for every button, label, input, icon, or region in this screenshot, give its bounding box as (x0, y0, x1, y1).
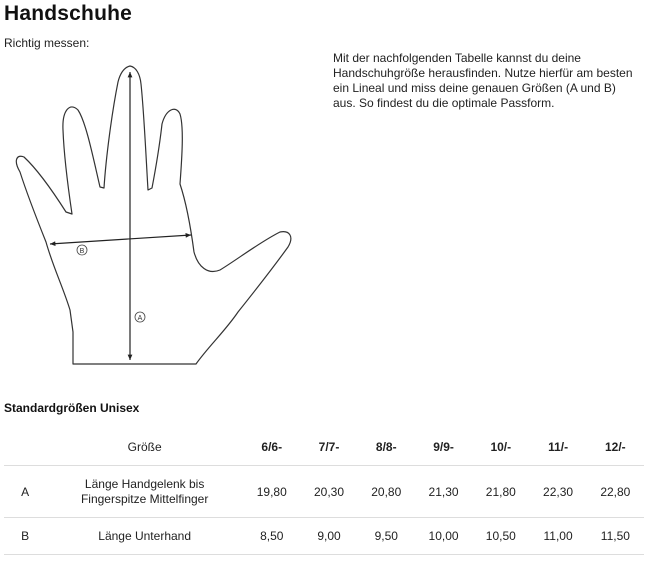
header-key-cell (4, 428, 46, 466)
row-value: 21,80 (472, 466, 529, 518)
header-size-6: 6/6- (243, 428, 300, 466)
header-size-label: Größe (46, 428, 243, 466)
row-key: B (4, 518, 46, 555)
row-value: 8,50 (243, 518, 300, 555)
row-value: 11,00 (529, 518, 586, 555)
row-value: 11,50 (587, 518, 644, 555)
measurement-description: Mit der nachfolgenden Tabelle kannst du deine Handschuhgröße herausfinden. Nutze hierfür am besten ein Lineal und miss deine genauen Größen (A und B) aus. So findest du die optimale Passform. (333, 51, 633, 110)
row-value: 10,00 (415, 518, 472, 555)
row-value: 10,50 (472, 518, 529, 555)
measure-subtitle: Richtig messen: (4, 36, 90, 50)
row-value: 19,80 (243, 466, 300, 518)
label-a-badge (135, 312, 145, 322)
header-size-8: 8/8- (358, 428, 415, 466)
svg-text:B: B (79, 248, 85, 255)
row-key: A (4, 466, 46, 518)
row-value: 9,00 (300, 518, 357, 555)
header-size-10: 10/- (472, 428, 529, 466)
row-name (46, 466, 243, 518)
row-name-line: Länge Handgelenk bis (84, 476, 205, 491)
table-row (4, 466, 644, 518)
row-name: Länge Unterhand (46, 518, 243, 555)
header-size-11: 11/- (529, 428, 586, 466)
row-value: 20,30 (300, 466, 357, 518)
measurement-b-line (50, 235, 191, 244)
size-table (4, 428, 644, 555)
row-value: 22,80 (587, 466, 644, 518)
label-b-badge (77, 245, 87, 255)
hand-measurement-diagram (8, 62, 308, 372)
row-name-line: Fingerspitze Mittelfinger (80, 491, 209, 506)
table-row (4, 518, 644, 555)
svg-text:A: A (137, 315, 143, 322)
row-value: 21,30 (415, 466, 472, 518)
size-table-heading: Standardgrößen Unisex (4, 401, 140, 415)
row-value: 9,50 (358, 518, 415, 555)
header-size-9: 9/9- (415, 428, 472, 466)
hand-outline (16, 66, 290, 364)
page-title: Handschuhe (4, 2, 133, 25)
row-value: 20,80 (358, 466, 415, 518)
header-size-7: 7/7- (300, 428, 357, 466)
header-size-12: 12/- (587, 428, 644, 466)
table-header-row (4, 428, 644, 466)
row-value: 22,30 (529, 466, 586, 518)
